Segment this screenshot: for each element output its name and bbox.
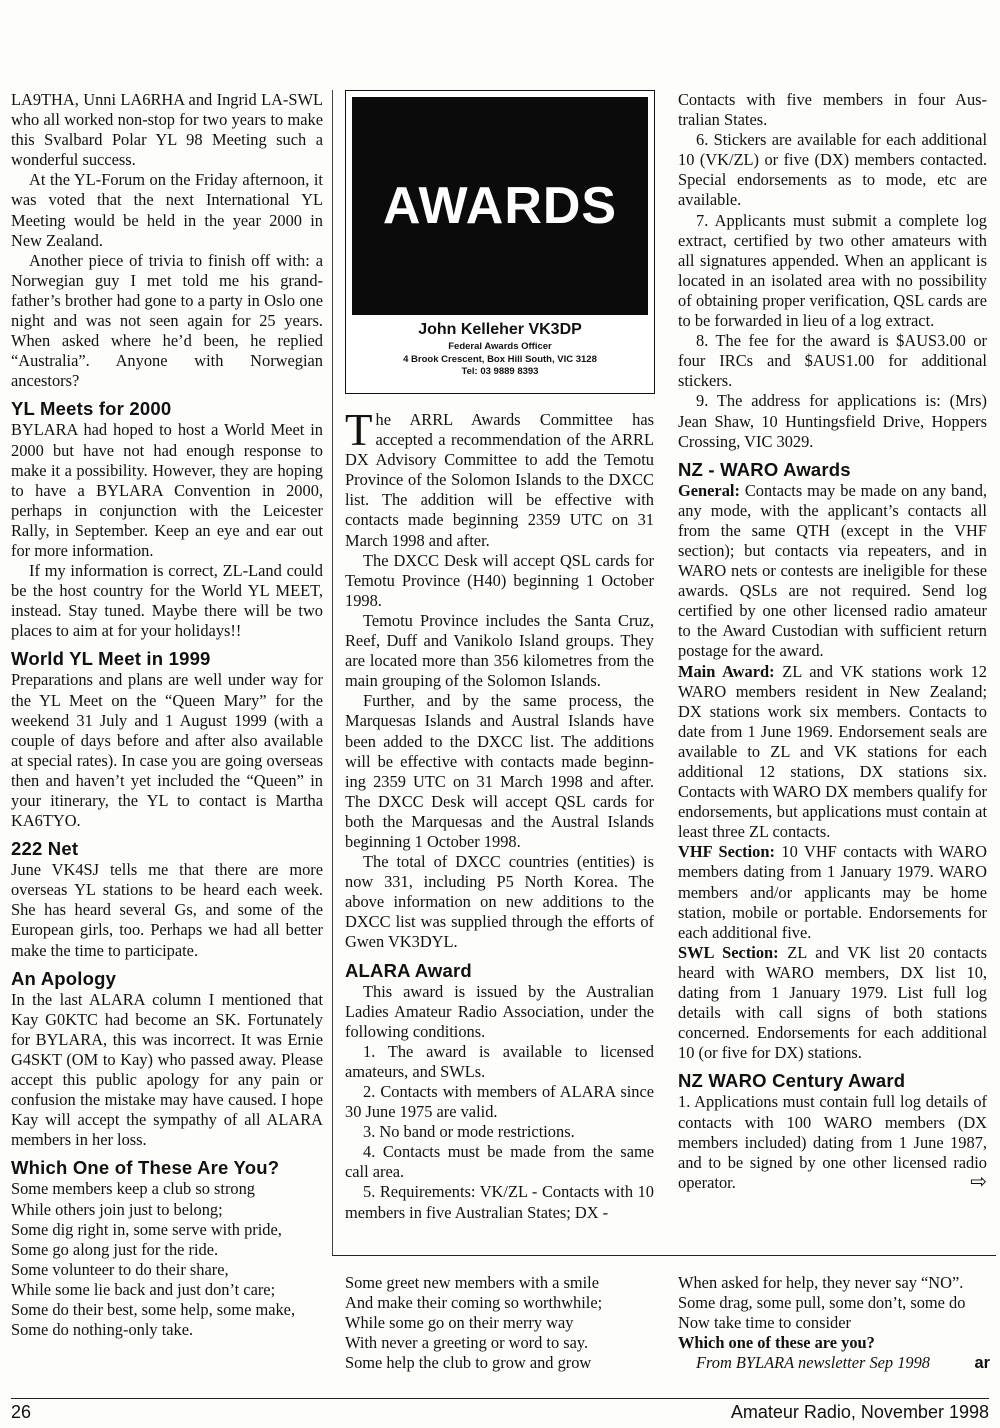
heading-yl-meets-2000: YL Meets for 2000 bbox=[11, 398, 172, 420]
paragraph: Another piece of trivia to finish off with: a Norwegian guy I met told me his grand-father’s brother had gone to a party in Oslo one night and was not seen again for 25 years. When asked where he’d been, he replied “Australia”. Anyone with Norwegian ancestors? bbox=[11, 250, 323, 391]
condition-3: 3. No band or mode restrictions. bbox=[363, 1122, 575, 1142]
paragraph-text: ZL and VK stations work 12 WARO members resident in New Zealand; DX stations work six members. Contacts to date from 1 June 1969. Endorsement seals are available to ZL and VK stations for each additional 12 stations, DX stations six. Contacts with WARO DX members qualify for endorsements, but applications must contain at least three ZL contacts. bbox=[678, 661, 988, 842]
paragraph bbox=[678, 662, 987, 843]
paragraph: Further, and by the same process, the Marquesas Islands and Austral Islands have been added to the DXCC list. The additions will be effective with contacts made beginn-ing 2359 UTC on 31 March 1998 and after. The DXCC Desk will accept QSL cards for both the Marquesas and the Austral Islands beginning 1 October 1998. bbox=[345, 691, 654, 851]
poem-line: Some drag, some pull, some don’t, some do bbox=[678, 1293, 966, 1313]
section-divider bbox=[332, 1255, 996, 1256]
heading-which-one: Which One of These Are You? bbox=[11, 1157, 280, 1179]
poem-line: Some go along just for the ride. bbox=[11, 1239, 219, 1259]
paragraph: Temotu Province includes the Santa Cruz, Reef, Duff and Vanikolo Island groups. They are located more than 356 kilometres from the main grouping of the Solomon Islands. bbox=[345, 610, 654, 691]
officer-contact bbox=[346, 315, 654, 379]
condition-2: 2. Contacts with members of ALARA since 30 June 1975 are valid. bbox=[345, 1082, 654, 1122]
officer-name: John Kelleher VK3DP bbox=[418, 321, 582, 338]
poem-question: Which one of these are you? bbox=[678, 1333, 875, 1353]
paragraph: The DXCC Desk will accept QSL cards for Temotu Province (H40) beginning 1 October 1998. bbox=[345, 550, 654, 610]
poem-line: Some help the club to grow and grow bbox=[345, 1353, 592, 1373]
condition-1: 1. The award is available to licensed amateurs, and SWLs. bbox=[345, 1041, 654, 1081]
condition-4: 4. Contacts must be made from the same call area. bbox=[345, 1142, 654, 1182]
drop-cap: T bbox=[345, 405, 373, 455]
condition-7: 7. Applicants must submit a complete log extract, certified by two other amateurs with all signatures appended. When an applicant is located in an isolated area with no possibility of obtaining proper verification, QSL cards are to be forwarded in lieu of a log extract. bbox=[678, 210, 987, 331]
officer-role: Federal Awards Officer bbox=[448, 341, 552, 352]
end-mark: ar bbox=[974, 1354, 990, 1373]
paragraph: BYLARA had hoped to host a World Meet in 2000 but have not had enough response to make it a possibility. However, they are hoping to have a BYLARA Convention in 2000, perhaps in conjunction with the Leicester Rally, in September. Keep an eye and ear out for more information. bbox=[11, 420, 323, 560]
paragraph: LA9THA, Unni LA6RHA and Ingrid LA-SWL who all worked non-stop for two years to make this Svalbard Polar YL 98 Meeting such a wonderful success. bbox=[11, 90, 323, 170]
poem-line: While some lie back and just don’t care; bbox=[11, 1279, 276, 1299]
label-vhf-section: VHF Section: bbox=[678, 842, 775, 862]
condition-5: 5. Requirements: VK/ZL - Contacts with 10 members in five Australian States; DX - bbox=[345, 1182, 654, 1222]
paragraph bbox=[678, 842, 987, 942]
paragraph-text: he ARRL Awards Committee has accepted a recommendation of the ARRL DX Advisory Committee to add the Temotu Province of the Solomon Islands to the DXCC list. The addition will be effective with contacts made beginning 2359 UTC on 31 March 1998 and after. bbox=[345, 410, 654, 550]
paragraph: The total of DXCC countries (entities) is now 331, including P5 North Korea. The above information on new additions to the DXCC list was supplied through the efforts of Gwen VK3DYL. bbox=[345, 852, 654, 952]
poem-line: With never a greeting or word to say. bbox=[345, 1333, 589, 1353]
magazine-issue: Amateur Radio, November 1998 bbox=[730, 1402, 989, 1422]
paragraph-text: 10 VHF contacts with WARO members dating from 1 January 1979. WARO members and/or applicants may be home station, mobile or portable. Endorsements for each additional five. bbox=[678, 842, 987, 942]
paragraph bbox=[345, 405, 654, 551]
paragraph bbox=[678, 943, 987, 1064]
column-right bbox=[678, 90, 987, 1193]
poem-part-1 bbox=[11, 1179, 323, 1340]
source-credit: From BYLARA newsletter Sep 1998 bbox=[696, 1353, 931, 1373]
poem-part-2 bbox=[345, 1273, 602, 1373]
paragraph bbox=[678, 1092, 987, 1192]
column-middle bbox=[345, 405, 654, 1223]
awards-title: AWARDS bbox=[352, 97, 648, 315]
condition-6: 6. Stickers are available for each additional 10 (VK/ZL) or five (DX) members contacted. Special endorsements as to mode, etc are available. bbox=[678, 130, 987, 210]
awards-header-box bbox=[345, 90, 655, 394]
heading-apology: An Apology bbox=[11, 967, 117, 989]
label-swl-section: SWL Section: bbox=[678, 942, 779, 962]
paragraph-text: Contacts may be made on any band, any mode, with the applicant’s contacts all from the same QTH (except in the VHF section); but contacts via repeaters, and in WARO nets or contests are ineligible for these awards. QSLs are not required. Send log certified by one other licensed radio amateur to the Award Custodian with sufficient return postage for the award. bbox=[678, 480, 987, 661]
heading-world-yl-meet: World YL Meet in 1999 bbox=[11, 648, 211, 670]
paragraph: June VK4SJ tells me that there are more overseas YL stations to be heard each week. She has heard several Gs, and some of the European girls, too. Perhaps we had all better make the time to participate. bbox=[11, 860, 323, 960]
poem-line: And make their coming so worthwhile; bbox=[345, 1293, 603, 1313]
paragraph: At the YL-Forum on the Friday afternoon, it was voted that the next International YL Meeting would be held in the year 2000 in New Zealand. bbox=[11, 170, 323, 250]
poem-source bbox=[678, 1353, 990, 1373]
column-divider bbox=[332, 90, 333, 1255]
poem-line: While some go on their merry way bbox=[345, 1313, 574, 1333]
poem-line: When asked for help, they never say “NO”. bbox=[678, 1273, 964, 1292]
paragraph: In the last ALARA column I mentioned that Kay G0KTC had become an SK. Fortunately for BYLARA, this was incorrect. It was Ernie G4SKT (OM to Kay) who passed away. Please accept this public apology for any pain or confusion the mistake may have caused. I hope Kay will accept the sympathy of all ALARA members in her loss. bbox=[11, 989, 323, 1150]
paragraph bbox=[678, 481, 987, 662]
poem-line: Some dig right in, some serve with pride, bbox=[11, 1219, 282, 1239]
poem-line: Some do nothing-only take. bbox=[11, 1320, 194, 1340]
column-left bbox=[11, 90, 323, 1340]
heading-nz-waro-century: NZ WARO Century Award bbox=[678, 1070, 906, 1092]
heading-alara-award: ALARA Award bbox=[345, 959, 472, 981]
continued-arrow-icon: ⇨ bbox=[970, 1170, 987, 1193]
footer-rule bbox=[11, 1398, 989, 1399]
poem-line: Some members keep a club so strong bbox=[11, 1179, 255, 1199]
heading-nz-waro-awards: NZ - WARO Awards bbox=[678, 458, 851, 480]
paragraph-text: 1. Applications must contain full log details of contacts with 100 WARO members (DX members included) dating from 1 June 1987, and to be signed by one other licensed radio operator. bbox=[678, 1092, 987, 1192]
paragraph: Preparations and plans are well under way for the YL Meet on the “Queen Mary” for the weekend 31 July and 1 August 1999 (with a couple of days before and after also available at special rates). In case you are going overseas then and haven’t yet included the “Queen” in your itinerary, the YL to contact is Martha KA6TYO. bbox=[11, 670, 323, 831]
poem-part-3 bbox=[678, 1273, 990, 1373]
officer-phone: Tel: 03 9889 8393 bbox=[461, 366, 539, 377]
poem-line: Some greet new members with a smile bbox=[345, 1273, 599, 1292]
condition-9: 9. The address for applications is: (Mrs) Jean Shaw, 10 Huntingsfield Drive, Hoppers Crossing, VIC 3029. bbox=[678, 391, 987, 451]
page-number: 26 bbox=[11, 1402, 32, 1422]
paragraph: Contacts with five members in four Aus-tralian States. bbox=[678, 90, 987, 130]
paragraph-text: ZL and VK list 20 contacts heard with WARO members, DX list 10, dating from 1 January 1979. List full log details with call signs of both stations concerned. Endorsements for each additional 10 (or five for DX) stations. bbox=[678, 942, 987, 1063]
poem-line: Some volunteer to do their share, bbox=[11, 1259, 229, 1279]
officer-address: 4 Brook Crescent, Box Hill South, VIC 3128 bbox=[403, 353, 597, 365]
poem-line: While others join just to belong; bbox=[11, 1199, 223, 1219]
poem-line: Now take time to consider bbox=[678, 1313, 851, 1333]
label-main-award: Main Award: bbox=[678, 661, 775, 681]
paragraph: If my information is correct, ZL-Land could be the host country for the World YL MEET, instead. Stay tuned. Maybe there will be two places to aim at for your holidays!! bbox=[11, 561, 323, 641]
condition-8: 8. The fee for the award is $AUS3.00 or four IRCs and $AUS1.00 for additional stickers. bbox=[678, 331, 987, 391]
heading-222-net: 222 Net bbox=[11, 838, 79, 860]
paragraph: This award is issued by the Australian Ladies Amateur Radio Association, under the following conditions. bbox=[345, 981, 654, 1041]
label-general: General: bbox=[678, 480, 740, 500]
poem-line: Some do their best, some help, some make, bbox=[11, 1299, 296, 1319]
